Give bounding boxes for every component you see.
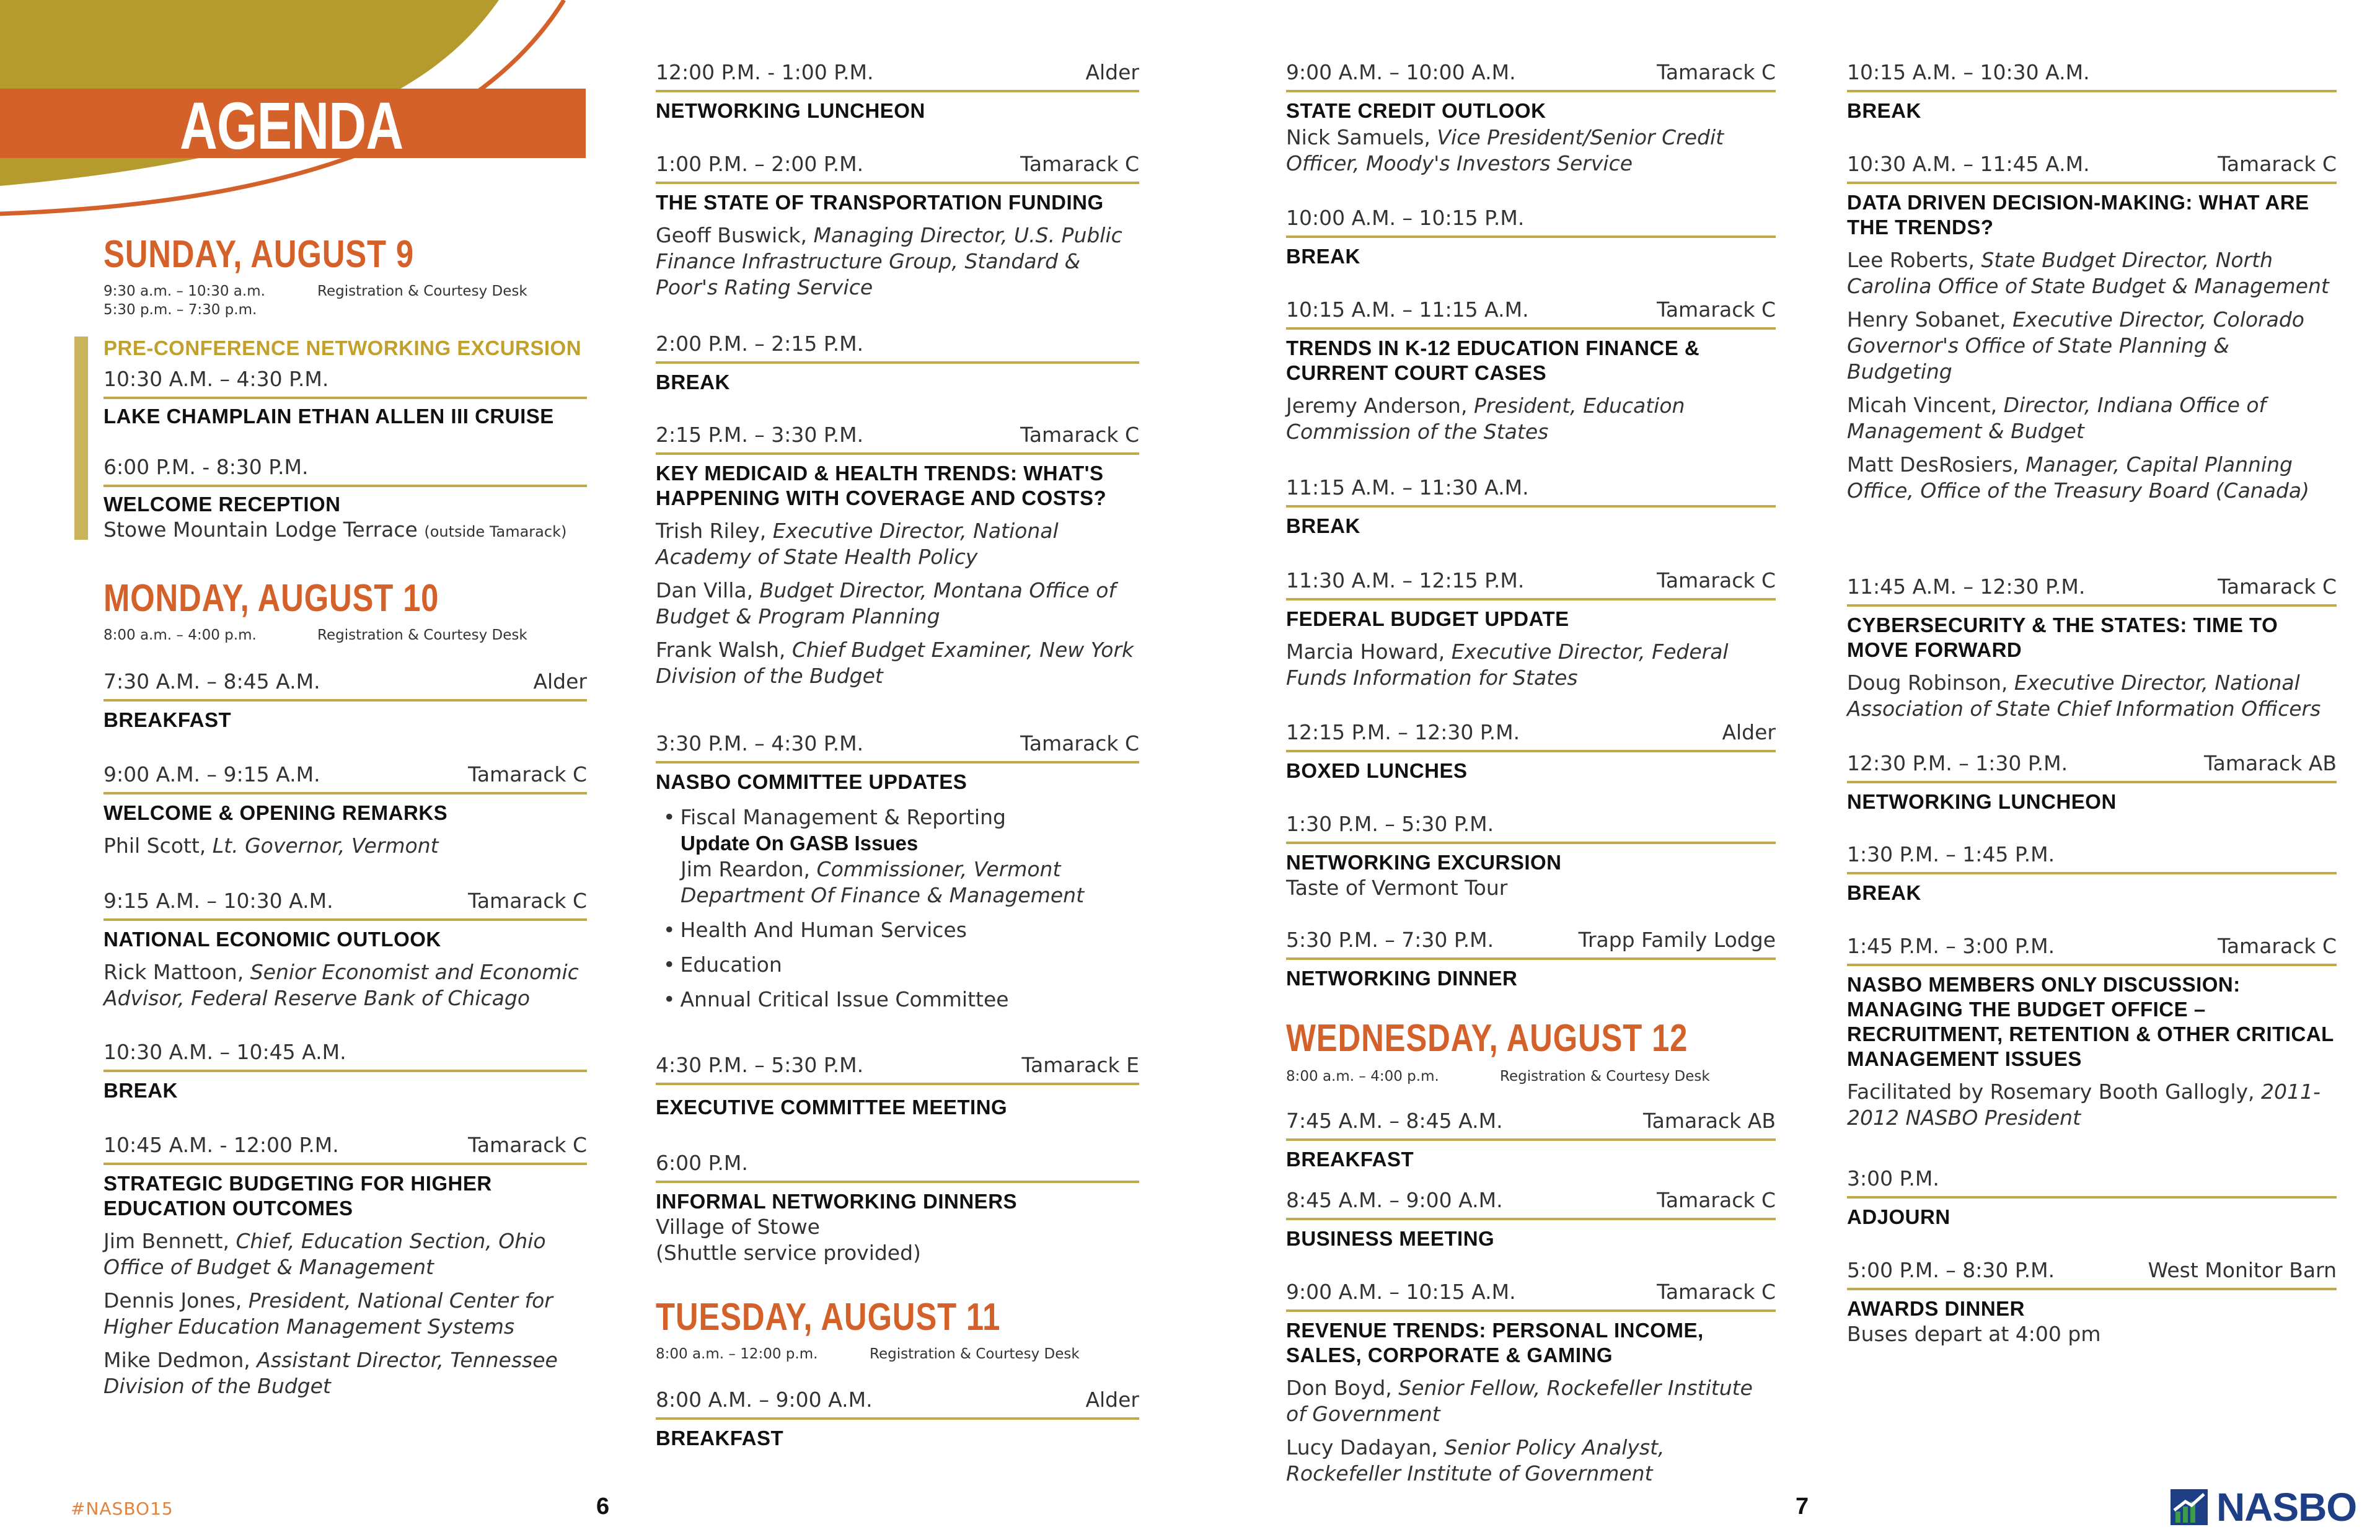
registration-monday [104,626,587,645]
session-room: Tamarack C [1020,152,1139,176]
session-title: BREAK [1286,245,1360,268]
session-time: 2:00 P.M. – 2:15 P.M. [656,332,864,356]
registration-wednesday [1286,1067,1776,1086]
session-room: Tamarack AB [2203,751,2337,775]
session-time-row [104,366,587,399]
session-time: 10:45 A.M. - 12:00 P.M. [104,1133,339,1157]
speaker-role: Director, Indiana Office of Management & Budget [1847,393,2267,443]
speaker [656,518,1139,570]
registration-time: 8:00 a.m. – 4:00 p.m. [104,627,257,643]
venue-note: (outside Tamarack) [424,523,567,540]
session-detail: Taste of Vermont Tour [1286,876,1508,900]
session [656,1386,1139,1451]
session-title: BUSINESS MEETING [1286,1227,1495,1250]
speaker-name: Trish Riley, [656,519,773,543]
footer-hashtag: #NASBO15 [71,1498,174,1519]
speaker-name: Micah Vincent, [1847,393,2004,417]
session-time: 1:30 P.M. – 1:45 P.M. [1847,842,2055,866]
session-time: 12:00 P.M. - 1:00 P.M. [656,60,874,84]
session-time: 4:30 P.M. – 5:30 P.M. [656,1053,864,1077]
session [104,887,587,1011]
session-time: 2:15 P.M. – 3:30 P.M. [656,423,864,447]
session [1286,1278,1776,1487]
session-title: NATIONAL ECONOMIC OUTLOOK [104,928,441,951]
session-title: FEDERAL BUDGET UPDATE [1286,607,1569,630]
speaker [104,1288,587,1340]
session-detail: Village of Stowe [656,1215,820,1239]
page-number-left: 6 [596,1494,610,1520]
session-room: Tamarack C [468,762,587,786]
speaker [104,959,587,1011]
session-room: Tamarack C [1657,297,1776,322]
speaker-name: Don Boyd, [1286,1376,1399,1400]
speaker-name: Rick Mattoon, [104,960,250,984]
speaker-role: Commissioner, Vermont Department Of Finance & Management [681,857,1085,907]
session-room: Alder [533,669,587,693]
speaker-role: President, Education Commission of the States [1286,394,1685,444]
speaker-name: Doug Robinson, [1847,671,2014,695]
speaker-role: Chief, Education Section, Ohio Office of Budget & Management [104,1229,546,1279]
session-title: NASBO MEMBERS ONLY DISCUSSION: MANAGING THE BUDGET OFFICE – RECRUITMENT, RETENTION & OTHER CRITICAL MANAGEMENT ISSUES [1847,973,2334,1070]
session [104,366,587,429]
session-time: 10:15 A.M. – 10:30 A.M. [1847,60,2090,84]
session [656,1150,1139,1266]
session-room: Tamarack C [1657,568,1776,592]
speaker-name: Frank Walsh, [656,638,792,662]
session-time: 10:15 A.M. – 11:15 A.M. [1286,297,1529,322]
session [104,761,587,859]
session-title: STRATEGIC BUDGETING FOR HIGHER EDUCATION OUTCOMES [104,1172,492,1220]
registration-time: 5:30 p.m. – 7:30 p.m. [104,302,257,318]
day-heading-monday: MONDAY, AUGUST 10 [104,577,439,620]
session-title: STATE CREDIT OUTLOOK [1286,99,1546,122]
list-item-label: Education [680,953,782,977]
speaker-name: Jim Reardon, [681,857,817,881]
session-detail [104,517,587,545]
session-title: TRENDS IN K-12 EDUCATION FINANCE & CURRENT COURT CASES [1286,337,1700,384]
page-number-right: 7 [1796,1494,1809,1520]
speaker-role: Senior Policy Analyst, Rockefeller Institute of Government [1286,1435,1665,1485]
session-time: 1:30 P.M. – 5:30 P.M. [1286,812,1494,836]
list-item-label: Annual Critical Issue Committee [680,987,1009,1011]
session [1286,719,1776,783]
registration-sunday [104,282,587,319]
registration-label: Registration & Courtesy Desk [1500,1068,1710,1085]
speaker-role: Managing Director, U.S. Public Finance Infrastructure Group, Standard & Poor's Rating Service [656,223,1122,299]
session-time: 11:30 A.M. – 12:15 P.M. [1286,568,1525,592]
session [104,454,587,545]
session-title: EXECUTIVE COMMITTEE MEETING [656,1096,1008,1119]
speaker [104,833,587,859]
session-title: NETWORKING LUNCHEON [1847,790,2117,813]
session-time: 9:15 A.M. – 10:30 A.M. [104,889,333,913]
speaker-name: Matt DesRosiers, [1847,452,2026,477]
session [1847,59,2337,123]
speaker-role: Chief Budget Examiner, New York Division of the Budget [656,638,1134,688]
session [656,59,1139,123]
session-title: ADJOURN [1847,1205,1950,1228]
session [104,668,587,733]
speaker [1286,393,1776,445]
session-time: 8:45 A.M. – 9:00 A.M. [1286,1188,1503,1212]
session [1847,841,2337,905]
speaker-name: Nick Samuels, [1286,125,1437,149]
session-title: KEY MEDICAID & HEALTH TRENDS: WHAT'S HAPPENING WITH COVERAGE AND COSTS? [656,462,1107,509]
day-heading-wednesday: WEDNESDAY, AUGUST 12 [1286,1017,1688,1060]
session-time-row [104,454,587,487]
session-title: NASBO COMMITTEE UPDATES [656,770,967,793]
speaker-role: Senior Fellow, Rockefeller Institute of Government [1286,1376,1753,1426]
speaker [663,856,1139,909]
day-heading-sunday: SUNDAY, AUGUST 9 [104,233,414,276]
session-room: Tamarack C [1657,1280,1776,1304]
session-title: WELCOME & OPENING REMARKS [104,801,448,824]
session-detail: Buses depart at 4:00 pm [1847,1322,2101,1346]
session-time: 5:00 P.M. – 8:30 P.M. [1847,1258,2055,1282]
session-title: BREAKFAST [656,1427,784,1450]
session [1286,296,1776,445]
session [1847,1257,2337,1347]
speaker-role: Assistant Director, Tennessee Division of the Budget [104,1348,558,1398]
speaker [1286,1375,1776,1427]
session-time: 6:00 P.M. [656,1151,748,1175]
speaker-role: Executive Director, National Association of State Chief Information Officers [1847,671,2321,721]
session-title: BREAKFAST [1286,1148,1414,1171]
list-item: • Annual Critical Issue Committee [663,987,1009,1011]
session-room: Tamarack AB [1642,1109,1776,1133]
registration-time: 8:00 a.m. – 4:00 p.m. [1286,1068,1439,1085]
speaker [1847,247,2337,299]
session-room: Tamarack C [1657,60,1776,84]
session-title: AWARDS DINNER [1847,1297,2025,1320]
session [1847,933,2337,1131]
session [1847,1165,2337,1230]
speaker-role: Budget Director, Montana Office of Budget & Program Planning [656,578,1116,628]
session-detail: (Shuttle service provided) [656,1241,921,1265]
logo-text: NASBO [2216,1485,2357,1529]
session-time: 11:45 A.M. – 12:30 P.M. [1847,574,2086,599]
session [1286,1107,1776,1172]
session-time: 10:30 A.M. – 11:45 A.M. [1847,152,2090,176]
speaker [1286,125,1776,177]
speaker-name: Geoff Buswick, [656,223,814,247]
session [656,1052,1139,1120]
speaker-name: Jeremy Anderson, [1286,394,1474,418]
session-time: 10:00 A.M. – 10:15 P.M. [1286,206,1525,230]
session-title: BOXED LUNCHES [1286,759,1468,782]
session-time: 6:00 P.M. - 8:30 P.M. [104,455,309,479]
session-title: LAKE CHAMPLAIN ETHAN ALLEN III CRUISE [104,405,554,428]
registration-label: Registration & Courtesy Desk [870,1346,1080,1362]
session-time: 1:00 P.M. – 2:00 P.M. [656,152,864,176]
session [104,1132,587,1399]
speaker [1847,392,2337,444]
list-item-label: Fiscal Management & Reporting [680,805,1006,829]
session [1286,811,1776,901]
session-room: Tamarack C [2218,152,2337,176]
day-heading-tuesday: TUESDAY, AUGUST 11 [656,1296,1001,1339]
session [1286,474,1776,539]
session-title: BREAK [656,371,730,394]
session [1286,59,1776,177]
speaker-role: Executive Director, National Academy of State Health Policy [656,519,1059,569]
speaker [656,222,1139,301]
registration-time: 8:00 a.m. – 12:00 p.m. [656,1346,818,1362]
speaker-role: Executive Director, Colorado Governor's Office of State Planning & Budgeting [1847,307,2304,384]
speaker-name: Dan Villa, [656,578,760,602]
registration-time: 9:30 a.m. – 10:30 a.m. [104,283,265,299]
session-room: Alder [1085,60,1139,84]
speaker-name: Lee Roberts, [1847,248,1981,272]
session [656,730,1139,1021]
speaker [656,637,1139,689]
session-time: 1:45 P.M. – 3:00 P.M. [1847,934,2055,958]
session-title: BREAKFAST [104,708,232,731]
list-item: • Education [663,953,782,977]
registration-label: Registration & Courtesy Desk [317,627,527,643]
pre-conference-accent-bar [74,337,88,540]
speaker [1847,1079,2337,1131]
speaker [104,1347,587,1399]
session-time: 11:15 A.M. – 11:30 A.M. [1286,475,1529,499]
session-room: Tamarack C [1657,1188,1776,1212]
pre-conference-heading: PRE-CONFERENCE NETWORKING EXCURSION [104,337,582,359]
session [1847,750,2337,814]
session [656,330,1139,395]
speaker-name: Mike Dedmon, [104,1348,257,1372]
session-time: 3:00 P.M. [1847,1166,1939,1190]
session-title: THE STATE OF TRANSPORTATION FUNDING [656,191,1104,214]
list-item: • Fiscal Management & Reporting Update On GASB Issues Jim Reardon, Commissioner, Vermont Department Of Finance & Management [656,804,1139,909]
session-time: 5:30 P.M. – 7:30 P.M. [1286,928,1494,952]
session-title: BREAK [1286,514,1360,537]
session-time: 7:30 A.M. – 8:45 A.M. [104,669,320,693]
session-title: WELCOME RECEPTION [104,493,341,516]
session-time: 12:15 P.M. – 12:30 P.M. [1286,720,1520,744]
speaker-role: Senior Economist and Economic Advisor, Federal Reserve Bank of Chicago [104,960,579,1010]
list-item-label: Health And Human Services [680,918,967,942]
registration-tuesday [656,1345,1139,1363]
speaker-name: Dennis Jones, [104,1288,249,1313]
session [656,151,1139,301]
session-time: 10:30 A.M. – 4:30 P.M. [104,367,329,391]
speaker-role: State Budget Director, North Carolina Office of State Budget & Management [1847,248,2329,298]
session [1286,567,1776,691]
session [104,1039,587,1103]
session-time: 3:30 P.M. – 4:30 P.M. [656,731,864,755]
speaker-name: Lucy Dadayan, [1286,1435,1445,1459]
speaker-role: Lt. Governor, Vermont [212,834,439,858]
speaker-name: Facilitated by Rosemary Booth Gallogly, [1847,1080,2262,1104]
session-title: BREAK [1847,99,1921,122]
nasbo-logo-icon [2169,1487,2213,1528]
session-title: CYBERSECURITY & THE STATES: TIME TO MOVE FORWARD [1847,614,2278,661]
session-time: 7:45 A.M. – 8:45 A.M. [1286,1109,1503,1133]
session-time: 9:00 A.M. – 10:00 A.M. [1286,60,1516,84]
speaker [1847,670,2337,722]
session [1847,151,2337,504]
session-room: Tamarack C [468,889,587,913]
session-room: Trapp Family Lodge [1578,928,1776,952]
session-room: Tamarack C [1020,423,1139,447]
speaker-name: Phil Scott, [104,834,213,858]
list-item: • Health And Human Services [663,918,967,942]
session-time: 10:30 A.M. – 10:45 A.M. [104,1040,346,1064]
session [1286,926,1776,991]
session-room: Tamarack C [1020,731,1139,755]
session-room: Tamarack C [468,1133,587,1157]
session [1847,573,2337,722]
session-room: West Monitor Barn [2148,1258,2337,1282]
session-room: Tamarack C [2218,934,2337,958]
session-title: BREAK [1847,881,1921,904]
speaker-name: Marcia Howard, [1286,640,1452,664]
venue-text: Stowe Mountain Lodge Terrace [104,517,418,542]
speaker [1286,639,1776,691]
speaker-role: Manager, Capital Planning Office, Office of the Treasury Board (Canada) [1847,452,2309,503]
nasbo-logo [2169,1484,2356,1530]
session-room: Alder [1085,1388,1139,1412]
speaker-role: President, National Center for Higher Education Management Systems [104,1288,553,1339]
page-title: AGENDA [180,88,403,163]
list-item-subheading: Update On GASB Issues [681,832,919,855]
session-title: INFORMAL NETWORKING DINNERS [656,1190,1018,1213]
speaker-name: Jim Bennett, [104,1229,236,1253]
speaker [656,578,1139,630]
speaker-role: Vice President/Senior Credit Officer, Moody's Investors Service [1286,125,1724,175]
session-room: Tamarack E [1021,1053,1139,1077]
speaker-role: Executive Director, Federal Funds Information for States [1286,640,1729,690]
session-room: Alder [1722,720,1776,744]
session [1286,1187,1776,1251]
speaker [1847,307,2337,385]
session-time: 8:00 A.M. – 9:00 A.M. [656,1388,873,1412]
registration-label: Registration & Courtesy Desk [317,283,527,299]
session-time: 12:30 P.M. – 1:30 P.M. [1847,751,2068,775]
speaker [1847,452,2337,504]
session-title: NETWORKING EXCURSION [1286,851,1562,874]
session [1286,205,1776,269]
session-title: BREAK [104,1079,178,1102]
session-title: REVENUE TRENDS: PERSONAL INCOME, SALES, CORPORATE & GAMING [1286,1319,1704,1366]
session [656,421,1139,689]
speaker-name: Henry Sobanet, [1847,307,2013,332]
session-title: NETWORKING DINNER [1286,967,1518,990]
session-title: NETWORKING LUNCHEON [656,99,925,122]
session-room: Tamarack C [2218,574,2337,599]
speaker [1286,1435,1776,1487]
session-time: 9:00 A.M. – 10:15 A.M. [1286,1280,1516,1304]
speaker-role: 2011-2012 NASBO President [1847,1080,2320,1130]
committee-list [656,804,1139,1013]
session-time: 9:00 A.M. – 9:15 A.M. [104,762,320,786]
session-title: DATA DRIVEN DECISION-MAKING: WHAT ARE THE TRENDS? [1847,191,2309,239]
speaker [104,1228,587,1280]
